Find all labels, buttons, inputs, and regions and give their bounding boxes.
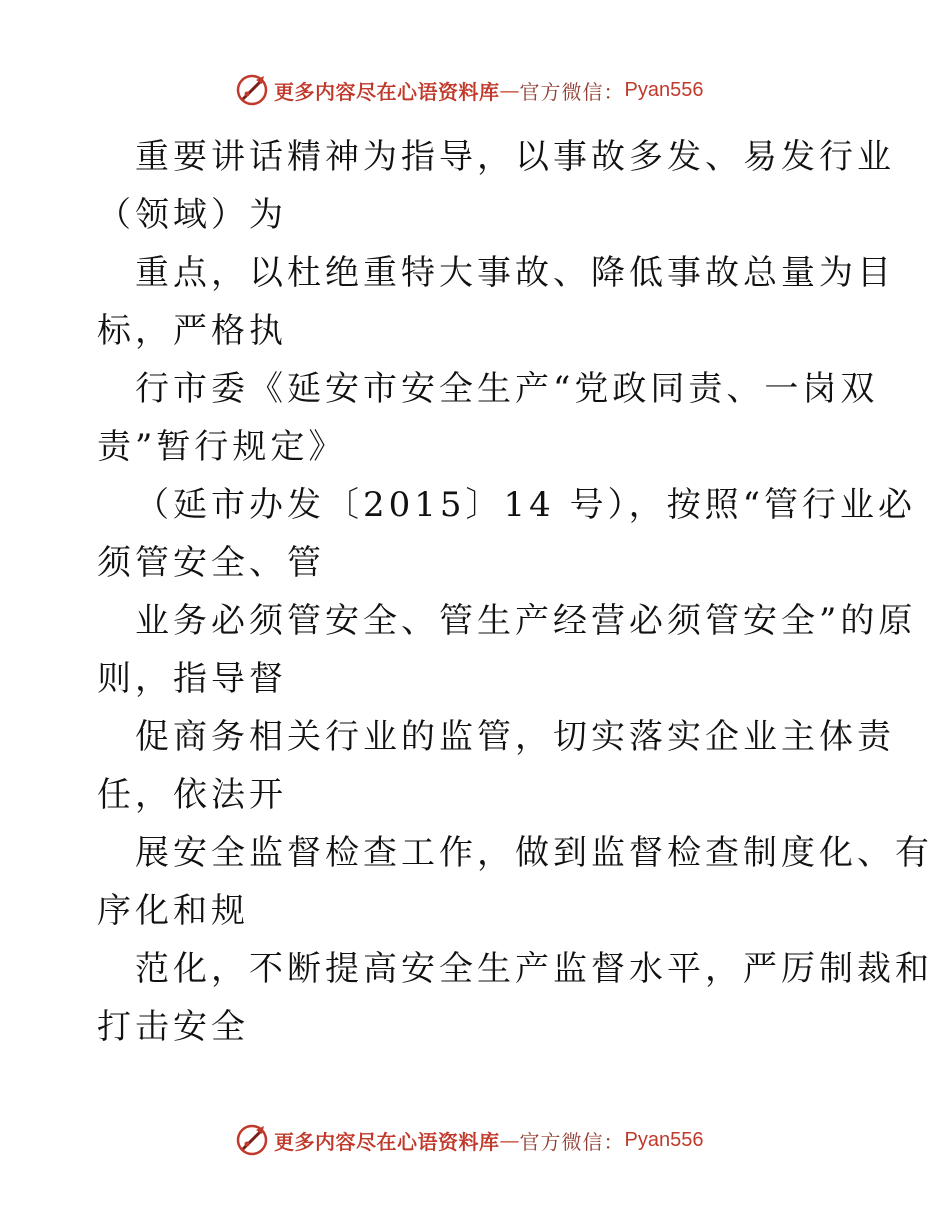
watermark-dash: — (499, 78, 520, 102)
body-line: （领域）为 (97, 195, 287, 235)
footer-watermark (234, 1120, 703, 1160)
watermark-id-text: Pyan556 (624, 78, 704, 101)
document-body (97, 128, 933, 1056)
body-line: 行市委《延安市安全生产“党政同责、一岗双 (135, 369, 879, 409)
watermark-sub-text: 官方微信： (519, 1129, 625, 1154)
body-line: 须管安全、管 (97, 543, 325, 583)
body-line: 促商务相关行业的监管，切实落实企业主体责 (135, 717, 895, 757)
watermark-id-text: Pyan556 (624, 1128, 704, 1151)
watermark-main-text: 更多内容尽在心语资料库 (274, 1129, 500, 1154)
body-line: （延市办发〔2015〕14 号），按照“管行业必 (135, 485, 916, 525)
body-line: 范化，不断提高安全生产监督水平，严厉制裁和 (135, 949, 933, 989)
watermark-main-text: 更多内容尽在心语资料库 (274, 79, 500, 104)
body-line: 则，指导督 (97, 659, 287, 699)
watermark-sub-text: 官方微信： (519, 79, 625, 104)
pen-logo-icon (234, 1122, 270, 1158)
body-line: 打击安全 (97, 1007, 249, 1047)
body-line: 标，严格执 (97, 311, 287, 351)
body-line: 业务必须管安全、管生产经营必须管安全”的原 (135, 601, 917, 641)
body-line: 重点，以杜绝重特大事故、降低事故总量为目 (135, 253, 895, 293)
pen-logo-icon (234, 72, 270, 108)
body-line: 任，依法开 (97, 775, 287, 815)
header-watermark (234, 70, 703, 110)
body-line: 序化和规 (97, 891, 249, 931)
body-line: 展安全监督检查工作，做到监督检查制度化、有 (135, 833, 933, 873)
watermark-dash: — (499, 1128, 520, 1152)
body-line: 重要讲话精神为指导，以事故多发、易发行业 (135, 137, 895, 177)
body-line: 责”暂行规定》 (97, 427, 347, 467)
